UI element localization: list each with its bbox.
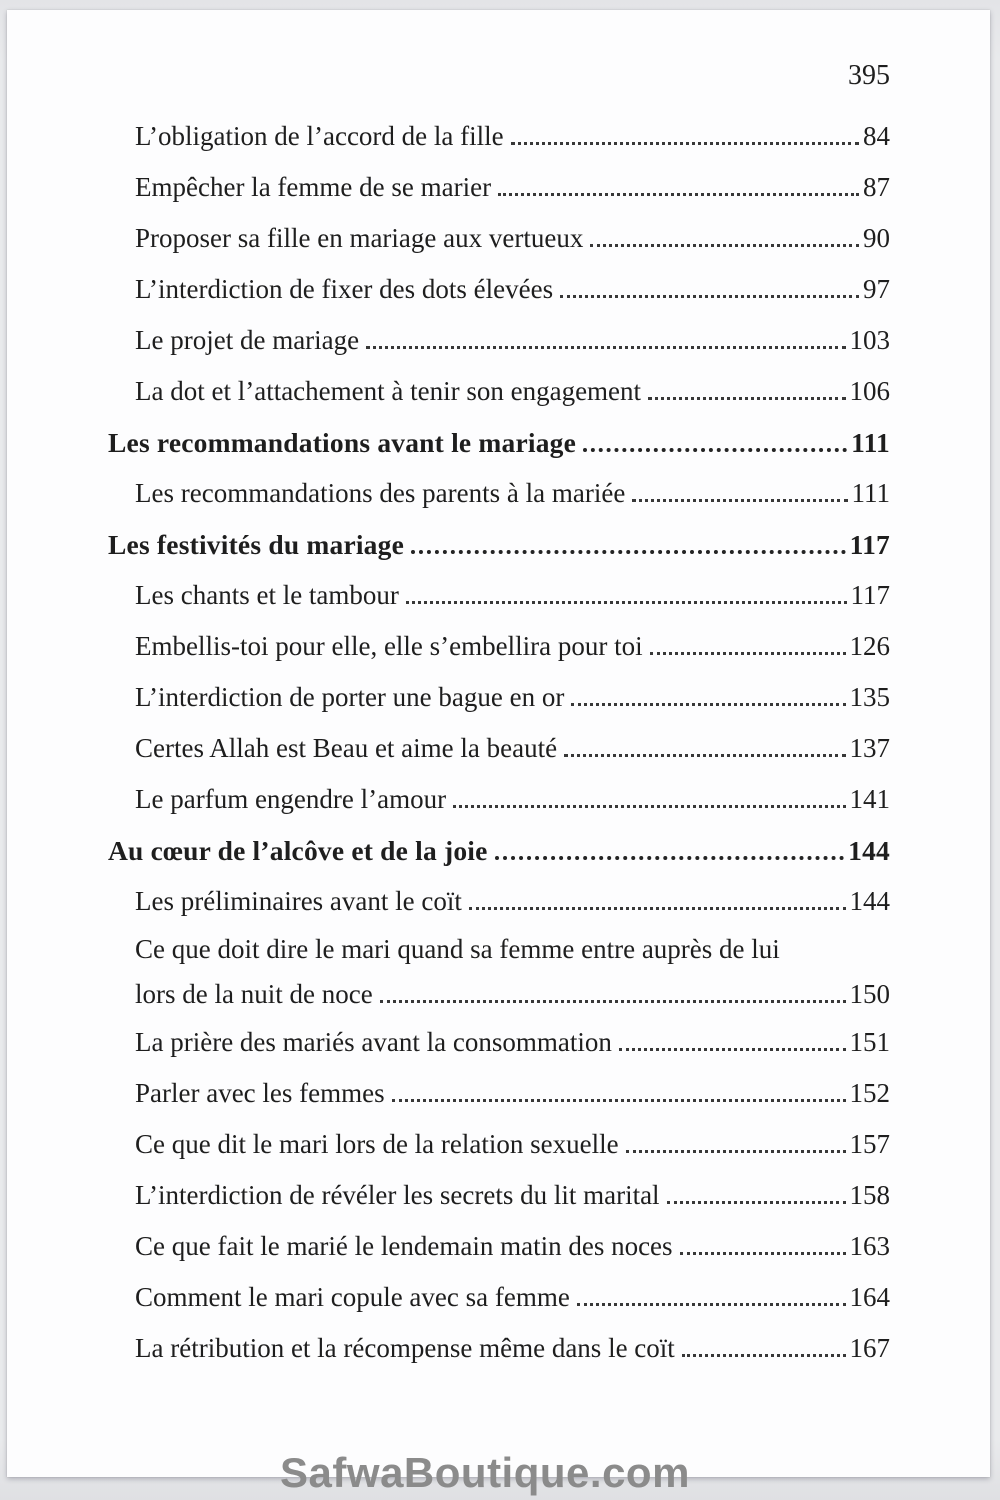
toc-entry-label: Le projet de mariage [135, 325, 360, 355]
toc-entry-page: 144 [848, 835, 890, 866]
toc-entry [108, 1068, 890, 1119]
toc-entry-page: 90 [863, 223, 890, 253]
toc-entry [108, 315, 890, 366]
toc-entry-page: 84 [863, 121, 890, 151]
dotted-leader [632, 499, 847, 502]
toc-entry-label: L’interdiction de révéler les secrets du lit marital [135, 1180, 660, 1210]
toc-list [108, 111, 890, 1374]
dotted-leader [626, 1150, 846, 1153]
dotted-leader [453, 805, 845, 808]
toc-entry-page: 157 [849, 1129, 890, 1159]
toc-entry-page: 117 [850, 580, 890, 610]
dotted-leader [406, 601, 847, 604]
dotted-leader [564, 754, 845, 757]
toc-entry [108, 723, 890, 774]
toc-entry [108, 1272, 890, 1323]
toc-entry-page: 97 [863, 274, 890, 304]
toc-entry-label: Comment le mari copule avec sa femme [135, 1282, 570, 1312]
toc-entry-page: 126 [849, 631, 890, 661]
dotted-leader [583, 448, 847, 452]
dotted-leader [650, 652, 846, 655]
dotted-leader [498, 193, 859, 196]
toc-entry [108, 570, 890, 621]
toc-entry-page: 137 [849, 733, 890, 763]
toc-entry-label: La dot et l’attachement à tenir son engagement [135, 376, 642, 406]
toc-entry [108, 672, 890, 723]
dotted-leader [648, 397, 845, 400]
toc-entry-label: L’obligation de l’accord de la fille [135, 121, 504, 151]
toc-entry-label: lors de la nuit de noce [135, 979, 373, 1009]
dotted-leader [680, 1252, 846, 1255]
dotted-leader [682, 1354, 846, 1357]
dotted-leader [411, 550, 846, 554]
toc-entry-label: Empêcher la femme de se marier [135, 172, 492, 202]
toc-entry-page: 163 [849, 1231, 890, 1261]
dotted-leader [571, 703, 845, 706]
toc-entry-page: 106 [849, 376, 890, 406]
toc-entry [108, 519, 890, 570]
toc-entry-page: 87 [863, 172, 890, 202]
toc-entry-page: 150 [849, 979, 890, 1009]
dotted-leader [560, 295, 859, 298]
toc-entry [108, 1170, 890, 1221]
toc-entry-label: Embellis-toi pour elle, elle s’embellira pour toi [135, 631, 643, 661]
toc-entry-label: Ce que fait le marié le lendemain matin des noces [135, 1231, 673, 1261]
toc-entry-label: Les chants et le tambour [135, 580, 399, 610]
toc-entry-label: La rétribution et la récompense même dans le coït [135, 1333, 675, 1363]
toc-entry-page: 103 [849, 325, 890, 355]
watermark-text: SafwaBoutique.com [280, 1449, 690, 1496]
toc-entry-page: 164 [849, 1282, 890, 1312]
dotted-leader [392, 1099, 846, 1102]
dotted-leader [667, 1201, 846, 1204]
toc-entry-label: Ce que dit le mari lors de la relation sexuelle [135, 1129, 619, 1159]
toc-entry-page: 152 [849, 1078, 890, 1108]
toc-entry-page: 117 [849, 529, 890, 560]
toc-entry [108, 417, 890, 468]
toc-entry [108, 1221, 890, 1272]
toc-entry [108, 825, 890, 876]
toc-entry-label: Les préliminaires avant le coït [135, 886, 462, 916]
toc-entry [108, 111, 890, 162]
toc-entry-page: 167 [849, 1333, 890, 1363]
toc-entry-label: Ce que doit dire le mari quand sa femme entre auprès de lui [135, 934, 780, 964]
dotted-leader [511, 142, 859, 145]
dotted-leader [577, 1303, 846, 1306]
toc-entry-label: Au cœur de l’alcôve et de la joie [108, 835, 488, 866]
toc-entry [108, 1119, 890, 1170]
toc-entry-page: 111 [851, 478, 890, 508]
toc-entry-page: 135 [849, 682, 890, 712]
toc-entry [108, 468, 890, 519]
dotted-leader [366, 346, 845, 349]
toc-entry [108, 621, 890, 672]
toc-entry-label: Les recommandations avant le mariage [108, 427, 577, 458]
toc-entry [108, 774, 890, 825]
toc-entry-label: Parler avec les femmes [135, 1078, 385, 1108]
book-page [7, 10, 990, 1477]
toc-entry-page: 111 [851, 427, 890, 458]
toc-entry [108, 264, 890, 315]
toc-entry-label: La prière des mariés avant la consommation [135, 1027, 612, 1057]
dotted-leader [380, 1000, 846, 1003]
dotted-leader [495, 856, 845, 860]
toc-entry [108, 213, 890, 264]
dotted-leader [469, 907, 846, 910]
toc-entry-label: Certes Allah est Beau et aime la beauté [135, 733, 558, 763]
toc-entry [108, 972, 890, 1017]
toc-entry-label: L’interdiction de fixer des dots élevées [135, 274, 554, 304]
toc-entry-page: 158 [849, 1180, 890, 1210]
page-number: 395 [848, 60, 890, 91]
toc-entry [108, 1017, 890, 1068]
toc-entry [108, 1323, 890, 1374]
toc-entry [108, 366, 890, 417]
toc-entry [108, 876, 890, 927]
toc-entry-label: L’interdiction de porter une bague en or [135, 682, 565, 712]
toc-entry-page: 141 [849, 784, 890, 814]
toc-entry-page: 151 [849, 1027, 890, 1057]
toc-entry-page: 144 [849, 886, 890, 916]
toc-entry-label: Le parfum engendre l’amour [135, 784, 447, 814]
dotted-leader [619, 1048, 846, 1051]
toc-entry [108, 927, 890, 972]
toc-entry-label: Les festivités du mariage [108, 529, 404, 560]
toc-entry-label: Les recommandations des parents à la mariée [135, 478, 626, 508]
toc-entry [108, 162, 890, 213]
dotted-leader [590, 244, 859, 247]
toc-entry-label: Proposer sa fille en mariage aux vertueux [135, 223, 584, 253]
